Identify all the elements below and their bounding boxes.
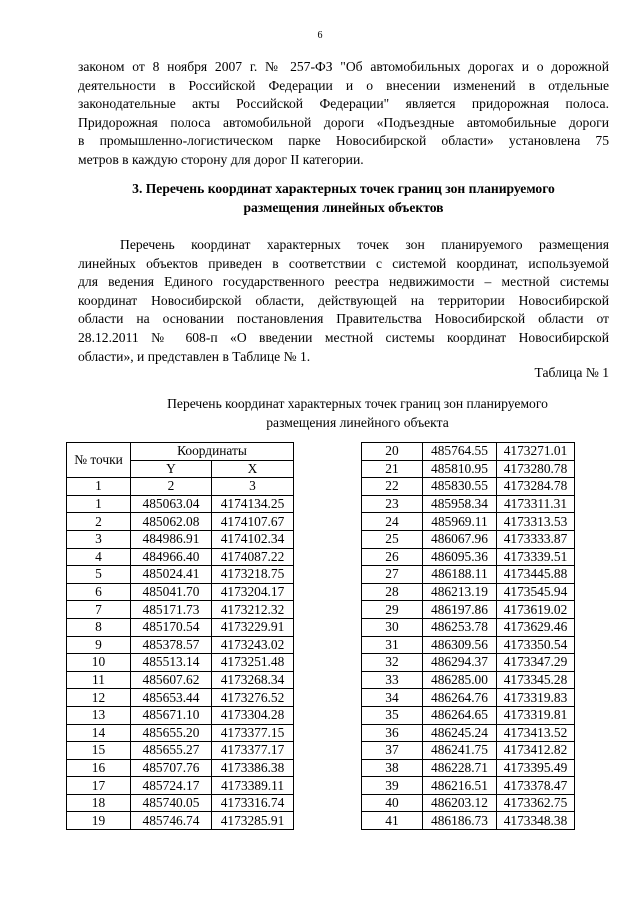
table-row bbox=[362, 742, 575, 760]
page-number: 6 bbox=[317, 30, 323, 41]
body-paragraph bbox=[78, 236, 609, 366]
table-row bbox=[362, 460, 575, 478]
point-number-cell: 20 bbox=[362, 443, 423, 461]
y-coordinate-cell: 486264.76 bbox=[423, 689, 497, 707]
point-number-cell: 30 bbox=[362, 618, 423, 636]
numbering-cell: 2 bbox=[131, 478, 212, 496]
table-row bbox=[362, 636, 575, 654]
y-coordinate-cell: 486203.12 bbox=[423, 794, 497, 812]
x-coordinate-cell: 4173319.83 bbox=[497, 689, 575, 707]
table-row bbox=[67, 654, 294, 672]
x-coordinate-cell: 4173389.11 bbox=[212, 777, 294, 795]
table-body-left bbox=[67, 495, 294, 829]
y-coordinate-cell: 485655.20 bbox=[131, 724, 212, 742]
x-coordinate-cell: 4173386.38 bbox=[212, 759, 294, 777]
table-row bbox=[67, 724, 294, 742]
x-coordinate-cell: 4173319.81 bbox=[497, 706, 575, 724]
point-number-cell: 12 bbox=[67, 689, 131, 707]
x-coordinate-cell: 4173377.17 bbox=[212, 742, 294, 760]
table-row bbox=[67, 742, 294, 760]
y-coordinate-cell: 485740.05 bbox=[131, 794, 212, 812]
point-number-cell: 13 bbox=[67, 706, 131, 724]
caption-line: размещения линейного объекта bbox=[266, 414, 449, 430]
x-coordinate-cell: 4173212.32 bbox=[212, 601, 294, 619]
table-row bbox=[67, 530, 294, 548]
header-x: X bbox=[212, 460, 294, 478]
y-coordinate-cell: 486309.56 bbox=[423, 636, 497, 654]
x-coordinate-cell: 4173445.88 bbox=[497, 566, 575, 584]
y-coordinate-cell: 486216.51 bbox=[423, 777, 497, 795]
coordinates-table-left bbox=[66, 442, 294, 830]
table-row bbox=[362, 548, 575, 566]
numbering-cell: 1 bbox=[67, 478, 131, 496]
table-row bbox=[362, 689, 575, 707]
table-number: Таблица № 1 bbox=[534, 365, 609, 380]
text-line: законодательные акты Российской Федерации" является придорожная полоса. bbox=[78, 96, 609, 112]
point-number-cell: 5 bbox=[67, 566, 131, 584]
text-line: Перечень координат характерных точек зон планируемого размещения bbox=[120, 237, 609, 252]
header-point-number: № точки bbox=[67, 443, 131, 478]
text-line: области», и представлен в Таблице № 1. bbox=[78, 348, 311, 364]
x-coordinate-cell: 4173377.15 bbox=[212, 724, 294, 742]
x-coordinate-cell: 4173276.52 bbox=[212, 689, 294, 707]
heading-line: 3. Перечень координат характерных точек границ зон планируемого bbox=[132, 181, 555, 196]
point-number-cell: 39 bbox=[362, 777, 423, 795]
x-coordinate-cell: 4173251.48 bbox=[212, 654, 294, 672]
x-coordinate-cell: 4173350.54 bbox=[497, 636, 575, 654]
x-coordinate-cell: 4173347.29 bbox=[497, 654, 575, 672]
coordinates-table-right bbox=[361, 442, 575, 830]
table-row bbox=[362, 706, 575, 724]
point-number-cell: 1 bbox=[67, 495, 131, 513]
point-number-cell: 41 bbox=[362, 812, 423, 830]
table-row bbox=[362, 583, 575, 601]
point-number-cell: 37 bbox=[362, 742, 423, 760]
x-coordinate-cell: 4173316.74 bbox=[212, 794, 294, 812]
x-coordinate-cell: 4173362.75 bbox=[497, 794, 575, 812]
table-row bbox=[67, 636, 294, 654]
text-line: области на основании постановления Правительства Новосибирской области от bbox=[78, 311, 609, 327]
table-row bbox=[67, 794, 294, 812]
point-number-cell: 33 bbox=[362, 671, 423, 689]
table-body-right bbox=[362, 443, 575, 830]
x-coordinate-cell: 4174102.34 bbox=[212, 530, 294, 548]
y-coordinate-cell: 485378.57 bbox=[131, 636, 212, 654]
table-caption bbox=[130, 395, 585, 432]
y-coordinate-cell: 485671.10 bbox=[131, 706, 212, 724]
x-coordinate-cell: 4173629.46 bbox=[497, 618, 575, 636]
y-coordinate-cell: 486253.78 bbox=[423, 618, 497, 636]
x-coordinate-cell: 4174134.25 bbox=[212, 495, 294, 513]
y-coordinate-cell: 486294.37 bbox=[423, 654, 497, 672]
point-number-cell: 9 bbox=[67, 636, 131, 654]
text-line: координат Новосибирской области, действующей на территории Новосибирской bbox=[78, 292, 609, 308]
y-coordinate-cell: 485969.11 bbox=[423, 513, 497, 531]
point-number-cell: 26 bbox=[362, 548, 423, 566]
point-number-cell: 10 bbox=[67, 654, 131, 672]
x-coordinate-cell: 4173378.47 bbox=[497, 777, 575, 795]
y-coordinate-cell: 485513.14 bbox=[131, 654, 212, 672]
y-coordinate-cell: 486067.96 bbox=[423, 530, 497, 548]
x-coordinate-cell: 4173313.53 bbox=[497, 513, 575, 531]
x-coordinate-cell: 4174087.22 bbox=[212, 548, 294, 566]
text-line: линейных объектов приведен в соответствии с системой координат, используемой bbox=[78, 255, 609, 271]
numbering-cell: 3 bbox=[212, 478, 294, 496]
y-coordinate-cell: 484966.40 bbox=[131, 548, 212, 566]
x-coordinate-cell: 4173619.02 bbox=[497, 601, 575, 619]
text-line: для ведения Единого государственного реестра недвижимости – местной системы bbox=[78, 274, 609, 290]
text-line: Придорожная полоса автомобильной дороги «Подъездные автомобильные дороги bbox=[78, 114, 609, 130]
point-number-cell: 36 bbox=[362, 724, 423, 742]
table-row bbox=[362, 478, 575, 496]
point-number-cell: 24 bbox=[362, 513, 423, 531]
point-number-cell: 7 bbox=[67, 601, 131, 619]
y-coordinate-cell: 486197.86 bbox=[423, 601, 497, 619]
table-row bbox=[362, 443, 575, 461]
table-row bbox=[362, 777, 575, 795]
x-coordinate-cell: 4173345.28 bbox=[497, 671, 575, 689]
intro-paragraph bbox=[78, 58, 609, 170]
x-coordinate-cell: 4173285.91 bbox=[212, 812, 294, 830]
heading-line: размещения линейных объектов bbox=[243, 199, 444, 215]
point-number-cell: 34 bbox=[362, 689, 423, 707]
y-coordinate-cell: 485764.55 bbox=[423, 443, 497, 461]
table-row bbox=[67, 513, 294, 531]
table-row bbox=[67, 495, 294, 513]
point-number-cell: 40 bbox=[362, 794, 423, 812]
table-row bbox=[67, 618, 294, 636]
point-number-cell: 11 bbox=[67, 671, 131, 689]
y-coordinate-cell: 485024.41 bbox=[131, 566, 212, 584]
x-coordinate-cell: 4173413.52 bbox=[497, 724, 575, 742]
point-number-cell: 19 bbox=[67, 812, 131, 830]
table-row bbox=[67, 566, 294, 584]
table-row bbox=[67, 601, 294, 619]
text-line: деятельности в Российской Федерации и о внесении изменений в отдельные bbox=[78, 77, 609, 93]
y-coordinate-cell: 484986.91 bbox=[131, 530, 212, 548]
x-coordinate-cell: 4173204.17 bbox=[212, 583, 294, 601]
point-number-cell: 22 bbox=[362, 478, 423, 496]
table-row bbox=[362, 671, 575, 689]
point-number-cell: 16 bbox=[67, 759, 131, 777]
point-number-cell: 25 bbox=[362, 530, 423, 548]
point-number-cell: 21 bbox=[362, 460, 423, 478]
table-row bbox=[67, 671, 294, 689]
table-row bbox=[362, 794, 575, 812]
y-coordinate-cell: 485607.62 bbox=[131, 671, 212, 689]
table-row bbox=[362, 812, 575, 830]
y-coordinate-cell: 485041.70 bbox=[131, 583, 212, 601]
x-coordinate-cell: 4173271.01 bbox=[497, 443, 575, 461]
y-coordinate-cell: 486188.11 bbox=[423, 566, 497, 584]
table-row bbox=[362, 566, 575, 584]
table-row bbox=[362, 530, 575, 548]
text-line: в промышленно-логистическом парке Новосибирской области» установлена 75 bbox=[78, 133, 609, 149]
x-coordinate-cell: 4173280.78 bbox=[497, 460, 575, 478]
point-number-cell: 14 bbox=[67, 724, 131, 742]
caption-line: Перечень координат характерных точек границ зон планируемого bbox=[167, 396, 548, 411]
y-coordinate-cell: 486213.19 bbox=[423, 583, 497, 601]
y-coordinate-cell: 485746.74 bbox=[131, 812, 212, 830]
y-coordinate-cell: 486245.24 bbox=[423, 724, 497, 742]
y-coordinate-cell: 486095.36 bbox=[423, 548, 497, 566]
y-coordinate-cell: 485062.08 bbox=[131, 513, 212, 531]
text-line: законом от 8 ноября 2007 г. № 257-ФЗ "Об автомобильных дорогах и о дорожной bbox=[78, 59, 609, 74]
point-number-cell: 23 bbox=[362, 495, 423, 513]
x-coordinate-cell: 4173229.91 bbox=[212, 618, 294, 636]
table-row bbox=[362, 724, 575, 742]
point-number-cell: 8 bbox=[67, 618, 131, 636]
x-coordinate-cell: 4173545.94 bbox=[497, 583, 575, 601]
x-coordinate-cell: 4173243.02 bbox=[212, 636, 294, 654]
y-coordinate-cell: 485653.44 bbox=[131, 689, 212, 707]
y-coordinate-cell: 485707.76 bbox=[131, 759, 212, 777]
x-coordinate-cell: 4173395.49 bbox=[497, 759, 575, 777]
y-coordinate-cell: 485810.95 bbox=[423, 460, 497, 478]
y-coordinate-cell: 486241.75 bbox=[423, 742, 497, 760]
table-row bbox=[67, 777, 294, 795]
table-row bbox=[362, 601, 575, 619]
y-coordinate-cell: 486264.65 bbox=[423, 706, 497, 724]
header-y: Y bbox=[131, 460, 212, 478]
table-row bbox=[362, 495, 575, 513]
point-number-cell: 28 bbox=[362, 583, 423, 601]
text-line: 28.12.2011 № 608-п «О введении местной системы координат Новосибирской bbox=[78, 329, 609, 345]
y-coordinate-cell: 485724.17 bbox=[131, 777, 212, 795]
table-row bbox=[67, 706, 294, 724]
table-row bbox=[67, 689, 294, 707]
x-coordinate-cell: 4173311.31 bbox=[497, 495, 575, 513]
x-coordinate-cell: 4174107.67 bbox=[212, 513, 294, 531]
point-number-cell: 29 bbox=[362, 601, 423, 619]
point-number-cell: 31 bbox=[362, 636, 423, 654]
table-row bbox=[67, 812, 294, 830]
point-number-cell: 27 bbox=[362, 566, 423, 584]
y-coordinate-cell: 485063.04 bbox=[131, 495, 212, 513]
x-coordinate-cell: 4173333.87 bbox=[497, 530, 575, 548]
table-row bbox=[362, 759, 575, 777]
x-coordinate-cell: 4173412.82 bbox=[497, 742, 575, 760]
y-coordinate-cell: 485170.54 bbox=[131, 618, 212, 636]
table-row bbox=[67, 548, 294, 566]
point-number-cell: 17 bbox=[67, 777, 131, 795]
y-coordinate-cell: 485830.55 bbox=[423, 478, 497, 496]
y-coordinate-cell: 485171.73 bbox=[131, 601, 212, 619]
text-line: метров в каждую сторону для дорог II категории. bbox=[78, 151, 364, 167]
point-number-cell: 35 bbox=[362, 706, 423, 724]
y-coordinate-cell: 486186.73 bbox=[423, 812, 497, 830]
y-coordinate-cell: 485958.34 bbox=[423, 495, 497, 513]
y-coordinate-cell: 486228.71 bbox=[423, 759, 497, 777]
point-number-cell: 18 bbox=[67, 794, 131, 812]
x-coordinate-cell: 4173218.75 bbox=[212, 566, 294, 584]
point-number-cell: 38 bbox=[362, 759, 423, 777]
x-coordinate-cell: 4173268.34 bbox=[212, 671, 294, 689]
x-coordinate-cell: 4173339.51 bbox=[497, 548, 575, 566]
header-coordinates: Координаты bbox=[131, 443, 294, 461]
point-number-cell: 3 bbox=[67, 530, 131, 548]
point-number-cell: 15 bbox=[67, 742, 131, 760]
section-heading bbox=[78, 180, 609, 217]
point-number-cell: 2 bbox=[67, 513, 131, 531]
table-row bbox=[362, 618, 575, 636]
y-coordinate-cell: 486285.00 bbox=[423, 671, 497, 689]
x-coordinate-cell: 4173348.38 bbox=[497, 812, 575, 830]
x-coordinate-cell: 4173304.28 bbox=[212, 706, 294, 724]
table-row bbox=[67, 583, 294, 601]
point-number-cell: 32 bbox=[362, 654, 423, 672]
y-coordinate-cell: 485655.27 bbox=[131, 742, 212, 760]
x-coordinate-cell: 4173284.78 bbox=[497, 478, 575, 496]
table-row bbox=[362, 513, 575, 531]
point-number-cell: 6 bbox=[67, 583, 131, 601]
table-row bbox=[362, 654, 575, 672]
table-row bbox=[67, 759, 294, 777]
point-number-cell: 4 bbox=[67, 548, 131, 566]
